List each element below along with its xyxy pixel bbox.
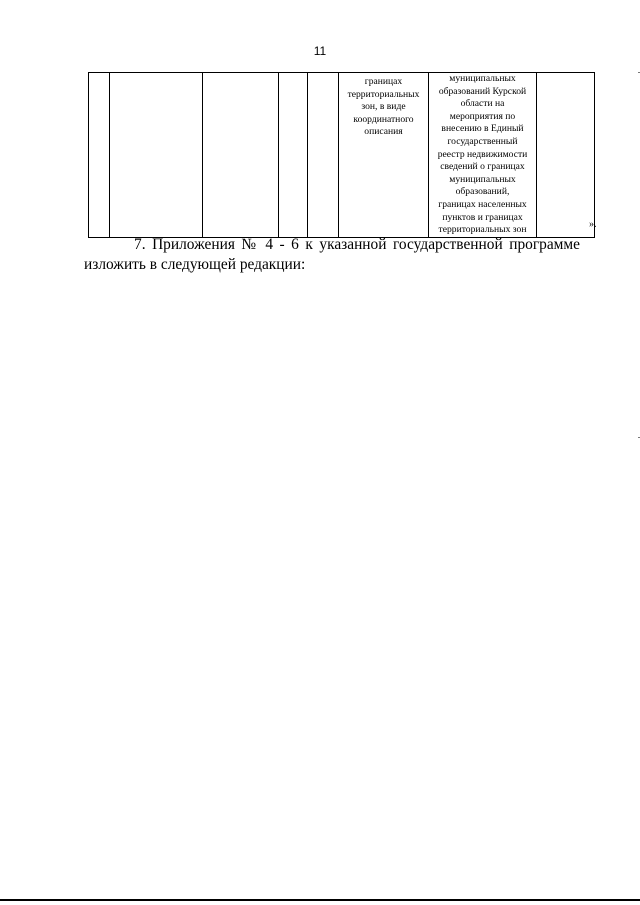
table-cell-empty: [308, 73, 339, 238]
table-cell-empty: [537, 73, 595, 238]
cell-text-line: пунктов и границах: [442, 211, 523, 223]
table-cell-empty: [110, 73, 203, 238]
cell-text-line: сведений о границах: [440, 161, 525, 173]
cell-text-line: образований Курской: [438, 85, 527, 97]
cell-text-line: муниципальных: [449, 73, 516, 84]
cell-text-line: образований,: [455, 186, 510, 198]
paragraph-line: 7. Приложения № 4 - 6 к указанной государственной программе: [134, 236, 580, 253]
scan-bottom-edge: [0, 899, 640, 901]
program-table: [88, 72, 595, 238]
table-cell-result: [339, 73, 429, 238]
cell-text-line: территориальных зон: [438, 224, 527, 236]
cell-text-line: координатного: [353, 113, 414, 125]
table-cell-description: [429, 73, 537, 238]
table-cell-empty: [203, 73, 279, 238]
cell-text-line: области на: [460, 98, 505, 110]
cell-text-line: описания: [364, 126, 403, 138]
cell-text-line: государственный: [447, 135, 518, 147]
table-container: [88, 72, 586, 236]
cell-text-line: территориальных: [347, 88, 420, 100]
cell-text-line: зон, в виде: [361, 101, 406, 113]
table-cell-empty: [279, 73, 308, 238]
cell-text-line: муниципальных: [449, 173, 516, 185]
cell-text-line: мероприятия по: [449, 110, 516, 122]
cell-text-line: границах населенных: [438, 198, 527, 210]
cell-text-line: реестр недвижимости: [437, 148, 528, 160]
page-number: 11: [313, 44, 327, 58]
closing-quote: ».: [589, 219, 597, 230]
paragraph-line: изложить в следующей редакции:: [84, 256, 306, 273]
cell-text-line: границах: [364, 76, 403, 87]
table-row: [89, 73, 595, 238]
cell-text-line: внесению в Единый: [441, 123, 524, 135]
table-cell-empty: [89, 73, 110, 238]
